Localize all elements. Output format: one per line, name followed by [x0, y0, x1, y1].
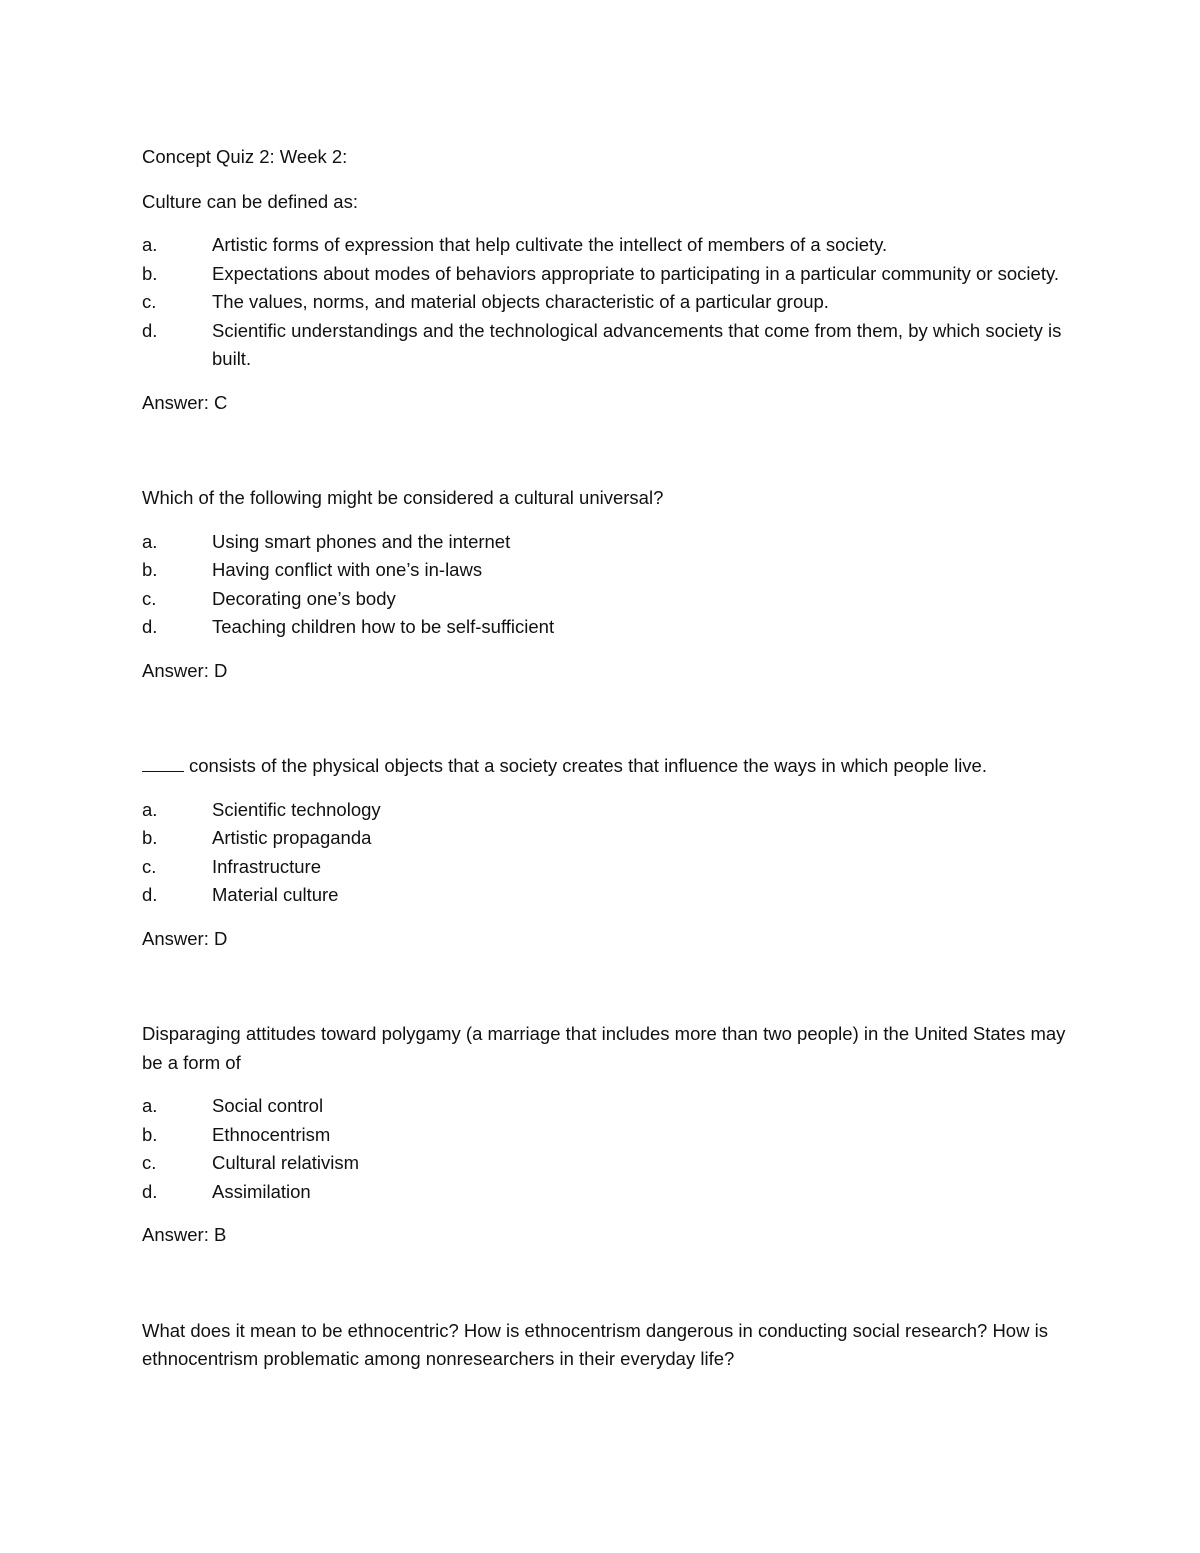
option-text: Material culture: [212, 884, 339, 905]
question-block: [142, 1317, 1072, 1374]
question-block: [142, 752, 1072, 953]
option-item: [142, 1092, 1072, 1121]
option-letter: d.: [142, 616, 158, 637]
answer-line: Answer: D: [142, 927, 228, 949]
option-list: [142, 1092, 1072, 1206]
answer-line: Answer: B: [142, 1224, 227, 1245]
question-prompt: Culture can be defined as:: [142, 190, 358, 212]
option-letter: b.: [142, 559, 158, 580]
option-text: Decorating one’s body: [212, 587, 396, 609]
option-item: [142, 1178, 1072, 1207]
option-letter: d.: [142, 319, 158, 341]
option-text: Assimilation: [212, 1180, 311, 1202]
question-prompt: Which of the following might be considered a cultural universal?: [142, 487, 664, 508]
option-item: [142, 556, 1072, 585]
option-item: [142, 288, 1072, 317]
option-letter: c.: [142, 587, 157, 609]
option-list: [142, 231, 1072, 374]
option-text: Artistic propaganda: [212, 827, 372, 848]
question-block: [142, 188, 1072, 418]
answer-line: Answer: C: [142, 391, 228, 413]
option-item: [142, 317, 1072, 374]
option-item: [142, 231, 1072, 260]
option-item: [142, 796, 1072, 825]
option-text: Expectations about modes of behaviors appropriate to participating in a particular community or society.: [212, 262, 1059, 284]
option-letter: d.: [142, 1180, 158, 1202]
option-letter: b.: [142, 262, 158, 284]
option-letter: b.: [142, 827, 158, 848]
option-item: [142, 585, 1072, 614]
option-list: [142, 528, 1072, 642]
option-item: [142, 881, 1072, 910]
option-text: Artistic forms of expression that help cultivate the intellect of members of a society.: [212, 234, 888, 255]
question-prompt-line: [142, 752, 1072, 781]
option-text: Social control: [212, 1095, 324, 1116]
question-prompt: consists of the physical objects that a society creates that influence the ways in which people live.: [189, 755, 987, 776]
option-item: [142, 824, 1072, 853]
option-item: [142, 260, 1072, 289]
option-letter: a.: [142, 798, 158, 820]
option-letter: a.: [142, 234, 158, 255]
option-list: [142, 796, 1072, 910]
option-item: [142, 1149, 1072, 1178]
option-item: [142, 853, 1072, 882]
question-prompt: Disparaging attitudes toward polygamy (a marriage that includes more than two people) in the United States may be a form of: [142, 1023, 1066, 1073]
option-item: [142, 613, 1072, 642]
essay-question-prompt: What does it mean to be ethnocentric? How is ethnocentrism dangerous in conducting social research? How is ethnocentrism problematic among nonresearchers in their everyday life?: [142, 1319, 1048, 1369]
option-text: Using smart phones and the internet: [212, 530, 511, 552]
option-text: Teaching children how to be self-sufficient: [212, 616, 555, 637]
option-item: [142, 528, 1072, 557]
question-block: [142, 484, 1072, 685]
option-text: The values, norms, and material objects characteristic of a particular group.: [212, 291, 829, 312]
answer-line: Answer: D: [142, 659, 228, 681]
option-letter: a.: [142, 1095, 158, 1116]
option-letter: c.: [142, 1152, 157, 1173]
option-letter: c.: [142, 291, 157, 312]
option-item: [142, 1121, 1072, 1150]
fill-in-blank: [142, 753, 184, 772]
option-text: Ethnocentrism: [212, 1123, 331, 1145]
option-letter: b.: [142, 1123, 158, 1145]
option-text: Scientific understandings and the technological advancements that come from them, by which society is built.: [212, 319, 1062, 369]
option-text: Infrastructure: [212, 855, 321, 877]
option-text: Cultural relativism: [212, 1152, 360, 1173]
option-letter: a.: [142, 530, 158, 552]
question-block: [142, 1020, 1072, 1250]
quiz-title: Concept Quiz 2: Week 2:: [142, 146, 348, 167]
option-text: Scientific technology: [212, 798, 381, 820]
option-letter: d.: [142, 884, 158, 905]
document-body: [142, 143, 1072, 1389]
option-letter: c.: [142, 855, 157, 877]
option-text: Having conflict with one’s in-laws: [212, 559, 483, 580]
